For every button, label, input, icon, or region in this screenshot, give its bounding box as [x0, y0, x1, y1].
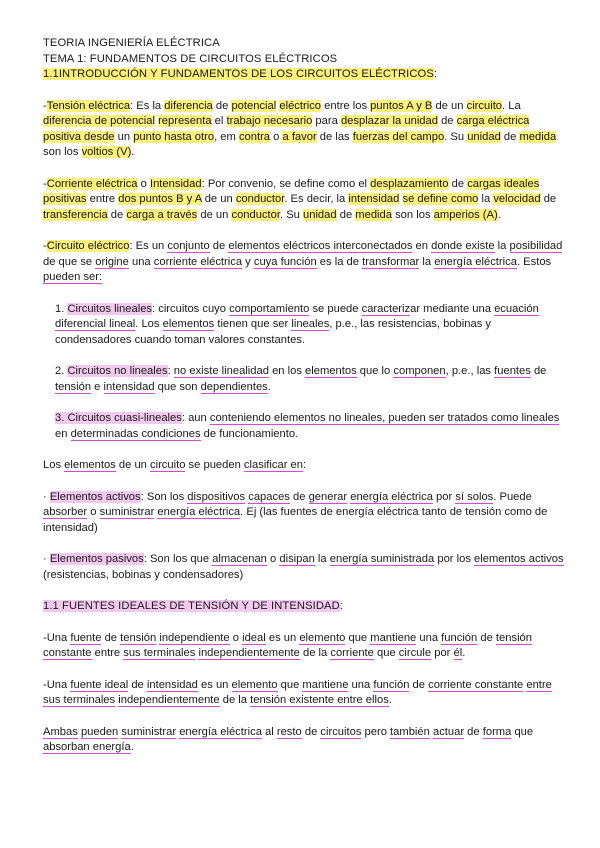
text: por	[432, 490, 456, 503]
term: función	[441, 631, 478, 644]
term: lineales	[291, 318, 330, 330]
section-heading-2-colon: :	[339, 600, 344, 612]
text: de un	[432, 99, 467, 112]
term: eléctrico	[279, 99, 322, 112]
circuito-line-2	[43, 255, 560, 271]
text: son los	[391, 208, 434, 221]
term: dependientes	[200, 380, 268, 393]
term: tensión existente entre ellos	[250, 694, 389, 706]
term: corriente eléctrica	[153, 255, 243, 268]
term: representa	[158, 115, 212, 127]
text: es la de	[316, 255, 363, 268]
pasivos-line-1	[43, 552, 564, 568]
circuito-line-1	[43, 239, 563, 255]
term: sus terminales	[43, 694, 116, 706]
text: de que se	[43, 255, 96, 268]
text: de las	[316, 130, 353, 143]
text: la	[494, 240, 510, 252]
term: medida	[355, 208, 392, 221]
text: de	[448, 177, 468, 190]
term: desplazamiento	[370, 177, 449, 190]
term: suministrar	[99, 506, 155, 518]
text: -Una	[43, 678, 71, 691]
text: .	[131, 146, 135, 158]
term: fuente ideal	[70, 678, 129, 691]
term-tension-electrica: Tensión eléctrica	[46, 99, 131, 112]
text: una	[416, 631, 442, 644]
term: circule	[398, 647, 432, 659]
ambas-line-2	[43, 740, 560, 756]
text: de	[409, 678, 429, 691]
term: transformar	[362, 255, 420, 268]
term: puntos A y B	[370, 99, 433, 112]
text: de la	[219, 694, 251, 706]
term: corriente	[330, 647, 374, 659]
t1-line-1	[55, 302, 560, 318]
text: de	[101, 631, 121, 644]
term: independientemente	[198, 647, 300, 659]
text: . Los	[135, 318, 163, 330]
text: Los	[43, 459, 65, 471]
term: medida	[519, 130, 557, 143]
section-heading-2	[43, 599, 560, 615]
term: pueden	[80, 725, 119, 738]
term: conteniendo elementos no lineales, pueden ser tratados como lineales	[209, 412, 560, 424]
corriente-line-3	[43, 208, 560, 224]
term: energía eléctrica	[434, 255, 517, 268]
section-heading-1	[43, 67, 560, 83]
term: cargas ideales	[467, 177, 540, 190]
text: son los	[43, 146, 82, 158]
tension-line-1	[43, 99, 560, 115]
term: elementos	[305, 365, 357, 377]
text: : Son los que	[143, 553, 213, 565]
text: de la	[299, 647, 331, 659]
term: Elementos activos	[49, 490, 141, 503]
bullet: ·	[43, 490, 50, 503]
term: energía eléctrica	[157, 506, 241, 518]
term: carga eléctrica	[456, 115, 530, 127]
term: forma	[482, 725, 512, 738]
fuente-tension-line-1	[43, 631, 560, 647]
text: en los	[268, 365, 306, 377]
text: de	[336, 208, 356, 221]
text: de	[464, 725, 483, 738]
bullet: ·	[43, 553, 50, 565]
fuente-intensidad-line-2	[43, 693, 560, 709]
term: Circuitos cuasi-lineales	[67, 412, 182, 424]
term: entre	[526, 678, 552, 691]
term: función	[373, 678, 410, 691]
term: él	[453, 647, 463, 659]
list-number: 1.	[55, 302, 68, 315]
text: un	[114, 130, 134, 143]
text: . Estos	[516, 255, 552, 268]
term: amperios (A)	[433, 208, 498, 221]
ambas-line-1	[43, 725, 560, 741]
term: trabajo necesario	[226, 115, 313, 127]
section-heading-2-text: 1.1 FUENTES IDEALES DE TENSIÓN Y DE INTENSIDAD	[43, 600, 340, 612]
text: de un	[115, 459, 150, 471]
term: clasificar en	[243, 459, 303, 471]
text: que	[345, 631, 371, 644]
pasivos-line-2	[43, 568, 560, 584]
term: diferencia de potencial	[43, 115, 155, 127]
t2-line-2	[55, 380, 560, 396]
term: positiva desde	[43, 130, 115, 143]
term: Elementos pasivos	[49, 553, 144, 565]
text: . Puede	[493, 490, 532, 503]
term: circuito	[466, 99, 503, 112]
text: de un	[201, 193, 236, 205]
term-circuito-electrico: Circuito eléctrico	[46, 240, 130, 252]
term: corriente constante	[428, 678, 524, 691]
text: en	[55, 427, 71, 440]
term: pueden ser:	[43, 271, 103, 283]
text: de	[209, 240, 229, 252]
term: energía suministrada	[329, 553, 435, 565]
list-number: 2.	[55, 365, 68, 377]
term: posibilidad	[509, 240, 563, 252]
list-item-circuitos-lineales	[43, 302, 560, 349]
term: tensión	[120, 631, 157, 644]
term: se define como	[402, 193, 479, 205]
text: de	[500, 130, 520, 143]
text: de	[107, 208, 127, 221]
term: a favor	[282, 130, 317, 143]
text: entre los	[321, 99, 371, 112]
text: o	[229, 631, 243, 644]
text: una	[348, 678, 374, 691]
text: o	[87, 506, 100, 518]
t1-line-3	[55, 333, 560, 349]
term: mantiene	[370, 631, 417, 644]
t1-line-2	[55, 317, 560, 333]
text: -Una	[43, 631, 71, 644]
paragraph-fuente-tension	[43, 631, 560, 662]
text: :	[303, 459, 307, 471]
text: por	[431, 647, 454, 659]
text: -	[43, 99, 47, 112]
term: elemento	[299, 631, 346, 644]
term: carga a través	[126, 208, 198, 221]
text: : Es un	[129, 240, 168, 252]
text: de	[477, 631, 496, 644]
text: , p.e., las resistencias, bobinas y	[329, 318, 491, 330]
text: (resistencias, bobinas y condensadores)	[43, 568, 244, 581]
paragraph-ambas	[43, 725, 560, 756]
circuito-line-3	[43, 270, 560, 286]
term: tensión	[55, 380, 92, 393]
term: determinadas condiciones	[70, 427, 201, 440]
text: pero	[361, 725, 391, 738]
text: la	[478, 193, 494, 205]
text: , p.e., las	[445, 365, 495, 377]
term: Intensidad	[149, 177, 202, 190]
list-item-circuitos-cuasi-lineales	[43, 411, 560, 442]
t3-line-1	[55, 411, 560, 427]
term: fuerzas del campo	[352, 130, 445, 143]
text: .	[267, 380, 271, 393]
term: generar	[308, 490, 348, 503]
term: intensidad	[146, 678, 198, 691]
term: fuente	[70, 631, 102, 644]
text: . Ej (las fuentes de energía eléctrica tanto de tensión como de	[240, 506, 548, 518]
text: de funcionamiento.	[200, 427, 299, 440]
term: componen	[393, 365, 446, 377]
term: donde existe	[431, 240, 495, 252]
term: unidad	[303, 208, 337, 221]
text: en	[412, 240, 432, 252]
topic-title: TEMA 1: FUNDAMENTOS DE CIRCUITOS ELÉCTRICOS	[43, 52, 338, 65]
term: transferencia	[43, 208, 108, 221]
section-heading-1-colon: :	[433, 68, 438, 80]
corriente-line-1	[43, 177, 560, 193]
text: es un	[265, 631, 300, 644]
text: por los	[434, 553, 475, 565]
text: al	[261, 725, 277, 738]
term: independientemente	[118, 694, 220, 706]
term: voltios (V)	[81, 146, 132, 158]
term: mantiene	[302, 678, 349, 691]
text: de	[530, 365, 547, 377]
term: contra	[238, 130, 271, 143]
text: .	[388, 694, 392, 706]
text: de	[289, 490, 309, 503]
term: almacenan	[212, 553, 267, 565]
term: sus terminales	[123, 647, 196, 659]
term: constante	[43, 647, 92, 659]
text: de	[128, 678, 147, 691]
text: ar mediante una	[410, 302, 495, 315]
term: capaces	[248, 490, 290, 503]
fuente-intensidad-line-1	[43, 678, 560, 694]
activos-line-2	[43, 505, 560, 521]
text: : Por convenio, se define como el	[201, 177, 371, 190]
text: se puede	[309, 302, 362, 315]
text: de	[437, 115, 457, 127]
term-corriente-electrica: Corriente eléctrica	[46, 177, 138, 190]
term: elementos	[64, 459, 116, 471]
text: : Es la	[130, 99, 165, 112]
paragraph-elementos-activos	[43, 490, 560, 537]
term: intensidad	[348, 193, 400, 205]
term: potencial	[231, 99, 277, 112]
text: condensadores cuando toman valores constantes.	[55, 333, 306, 346]
term: Ambas	[43, 725, 78, 738]
term: dos puntos B y A	[118, 193, 202, 205]
term: fuentes	[494, 365, 531, 377]
paragraph-circuito	[43, 239, 563, 286]
text: la	[314, 553, 330, 565]
term: conjunto	[167, 240, 210, 252]
text: . Su	[279, 208, 303, 221]
term: diferencial lineal	[55, 318, 136, 330]
text: tienen que ser	[214, 318, 292, 330]
term: dispositivos	[187, 490, 246, 503]
text: que	[511, 725, 534, 738]
term: unidad	[467, 130, 501, 143]
text: . Su	[444, 130, 468, 143]
t2-line-1	[55, 364, 560, 380]
text: para	[312, 115, 341, 127]
term: disipan	[279, 553, 315, 565]
paragraph-elementos-pasivos	[43, 552, 564, 583]
activos-line-1	[43, 490, 560, 506]
term: independiente	[159, 631, 230, 644]
tension-line-3	[43, 130, 560, 146]
t3-line-2	[55, 427, 560, 443]
text: de	[301, 725, 321, 738]
text: que son	[154, 380, 201, 393]
doc-title: TEORIA INGENIERÍA ELÉCTRICA	[43, 37, 220, 49]
text: :	[167, 365, 174, 377]
activos-line-3	[43, 521, 560, 537]
term: también	[390, 725, 430, 738]
text: o	[137, 177, 150, 190]
tension-line-2	[43, 114, 560, 130]
term: ecuación	[494, 302, 539, 315]
clasificacion-line	[43, 458, 560, 474]
term: elemento	[231, 678, 278, 691]
term: suministrar	[121, 725, 177, 738]
term: resto	[276, 725, 302, 738]
text: -	[43, 240, 47, 252]
term: positivas	[43, 193, 87, 205]
list-item-circuitos-no-lineales	[43, 364, 560, 395]
text: que	[373, 647, 399, 659]
section-heading-1-text: 1.1INTRODUCCIÓN Y FUNDAMENTOS DE LOS CIRCUITOS ELÉCTRICOS	[43, 68, 434, 80]
text: de	[212, 99, 232, 112]
text: entre	[91, 647, 124, 659]
term: Circuitos no lineales	[67, 365, 168, 377]
text: que	[277, 678, 303, 691]
text: . La	[502, 99, 521, 112]
term: conductor	[235, 193, 285, 205]
text: , em	[214, 130, 239, 143]
corriente-line-2	[43, 192, 560, 208]
text: de	[540, 193, 557, 205]
term: circuito	[150, 459, 186, 471]
text: y	[242, 255, 254, 268]
text: o	[270, 130, 283, 143]
list-number: 3.	[55, 412, 68, 424]
text: que lo	[356, 365, 394, 377]
text: . Es decir, la	[284, 193, 349, 205]
text: el	[211, 115, 227, 127]
term: cuya función	[253, 255, 317, 268]
term: absorban energía	[43, 741, 131, 753]
text: la	[419, 255, 435, 268]
text: de un	[197, 208, 232, 221]
term: actuar	[432, 725, 465, 738]
term: diferencia	[164, 99, 213, 112]
term: conductor	[231, 208, 280, 221]
text: .	[130, 741, 134, 753]
term: comportamiento	[229, 302, 310, 315]
text: o	[266, 553, 280, 565]
text: es un	[197, 678, 232, 691]
term: elementos activos	[474, 553, 564, 565]
text: .	[497, 208, 501, 221]
paragraph-tension	[43, 99, 560, 161]
text: una	[128, 255, 154, 268]
term: origine	[95, 255, 129, 268]
term: Circuitos lineales	[67, 302, 153, 315]
paragraph-corriente	[43, 177, 560, 224]
text: .	[462, 647, 466, 659]
fuente-tension-line-2	[43, 646, 560, 662]
text: se pueden	[185, 459, 244, 471]
text: -	[43, 177, 47, 190]
text: intensidad)	[43, 521, 98, 534]
term: energía eléctrica	[179, 725, 262, 738]
text: : circuitos cuyo	[152, 302, 230, 315]
text: : aun	[181, 412, 210, 424]
term: tensión	[495, 631, 532, 644]
term: velocidad	[493, 193, 541, 205]
term: ideal	[242, 631, 266, 644]
term: absorber	[43, 506, 88, 518]
term: energía eléctrica	[350, 490, 433, 503]
text: entre	[86, 193, 119, 205]
term: no existe linealidad	[173, 365, 269, 377]
term: circuitos	[320, 725, 362, 738]
term: desplazar la unidad	[340, 115, 438, 127]
paragraph-fuente-intensidad	[43, 678, 560, 709]
tension-line-4	[43, 145, 560, 161]
term: elementos	[162, 318, 215, 330]
term: punto hasta otro	[133, 130, 215, 143]
term: intensidad	[103, 380, 155, 393]
term: sí solos	[455, 490, 494, 503]
text: : Son los	[140, 490, 188, 503]
text: e	[91, 380, 104, 393]
term: caracteriz	[361, 302, 411, 315]
term: elementos eléctricos interconectados	[228, 240, 413, 252]
